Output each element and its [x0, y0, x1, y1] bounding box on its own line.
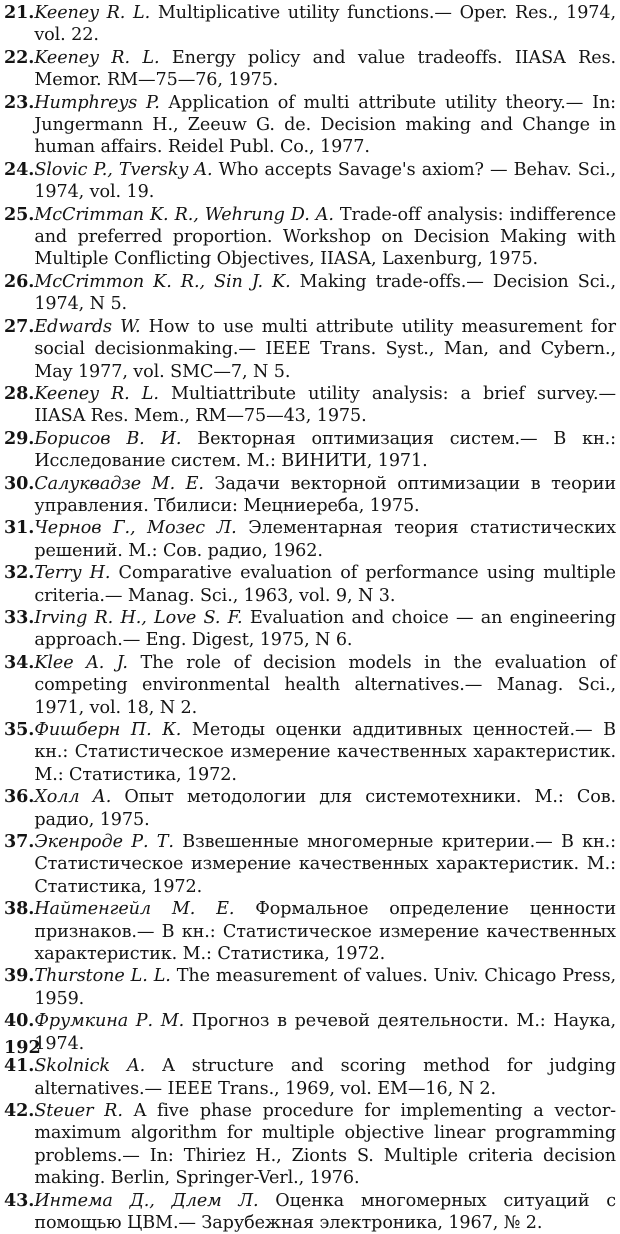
reference-number: 24.: [4, 158, 35, 180]
reference-author: Экенроде Р. Т.: [34, 832, 174, 853]
reference-author: Keeney R. L.: [34, 3, 151, 23]
reference-number: 27.: [4, 315, 35, 337]
reference-text: Application of multi attribute utility theory.— In: Jungermann H., Zeeuw G. de. Decision making and Change in human affairs. Reidel Publ. Co., 1977.: [34, 92, 616, 158]
reference-body: [34, 965, 616, 1010]
reference-author: Интема Д., Длем Л.: [34, 1190, 259, 1211]
reference-author: Чернов Г., Мозес Л.: [34, 518, 237, 539]
reference-number: 38.: [4, 898, 35, 920]
reference-number: 39.: [4, 965, 35, 987]
reference-author: McCrimman K. R., Wehrung D. A.: [34, 204, 334, 225]
reference-item: [4, 473, 616, 518]
reference-text: Оценка многомерных ситуаций с помощью ЦВМ.— Зарубежная электроника, 1967, № 2.: [34, 1190, 616, 1233]
reference-author: Борисов В. И.: [34, 428, 182, 449]
reference-item: [4, 47, 616, 92]
reference-item: [4, 204, 616, 271]
reference-text: Multiplicative utility functions.— Oper. Res., 1974, vol. 22.: [34, 3, 616, 46]
reference-number: 28.: [4, 382, 35, 404]
reference-body: [34, 473, 616, 518]
reference-author: Keeney R. L.: [34, 383, 159, 404]
reference-author: Steuer R.: [34, 1100, 123, 1121]
reference-list: [4, 2, 616, 1234]
reference-number: 43.: [4, 1189, 35, 1211]
reference-text: A five phase procedure for implementing a vector-maximum algorithm for multiple objective linear programming problems.— In: Thiriez H., Zionts S. Multiple criteria decision making. Berlin, Springer-Verl., 1976.: [34, 1100, 616, 1189]
reference-author: Irving R. H., Love S. F.: [34, 607, 243, 628]
reference-item: [4, 316, 616, 383]
reference-item: [4, 786, 616, 831]
reference-text: Energy policy and value tradeoffs. IIASA Res. Memor. RM—75—76, 1975.: [34, 47, 616, 91]
reference-body: [34, 271, 616, 316]
reference-text: Evaluation and choice — an engineering approach.— Eng. Digest, 1975, N 6.: [34, 607, 616, 651]
reference-text: How to use multi attribute utility measurement for social decisionmaking.— IEEE Trans. Syst., Man, and Cybern., May 1977, vol. SMC—7, N 5.: [34, 316, 616, 382]
reference-item: [4, 607, 616, 652]
reference-item: [4, 898, 616, 965]
reference-body: [34, 92, 616, 159]
reference-author: Найтенгейл М. Е.: [34, 899, 235, 920]
reference-item: [4, 271, 616, 316]
reference-body: [34, 1010, 616, 1055]
reference-body: [34, 517, 616, 562]
reference-text: Методы оценки аддитивных ценностей.— В кн.: Статистическое измерение качественных характеристик. М.: Статистика, 1972.: [34, 720, 616, 785]
reference-author: Terry H.: [34, 563, 111, 584]
reference-item: [4, 1100, 616, 1190]
reference-body: [34, 562, 616, 607]
reference-number: 40.: [4, 1010, 35, 1032]
reference-number: 41.: [4, 1055, 35, 1077]
reference-number: 23.: [4, 91, 35, 113]
reference-item: [4, 719, 616, 786]
reference-number: 34.: [4, 651, 35, 673]
reference-text: Элементарная теория статистических решений. М.: Сов. радио, 1962.: [34, 518, 617, 561]
reference-author: Klee A. J.: [34, 652, 128, 673]
reference-text: A structure and scoring method for judging alternatives.— IEEE Trans., 1969, vol. EM—16, N 2.: [34, 1056, 616, 1099]
reference-text: Взвешенные многомерные критерии.— В кн.: Статистическое измерение качественных характеристик. М.: Статистика, 1972.: [34, 832, 617, 897]
reference-number: 32.: [4, 562, 35, 584]
reference-author: Slovic P., Tversky A.: [34, 159, 213, 180]
reference-text: Who accepts Savage's axiom? — Behav. Sci., 1974, vol. 19.: [34, 159, 616, 203]
reference-author: Салуквадзе М. Е.: [34, 473, 204, 494]
page-number: 192: [4, 1037, 41, 1058]
reference-body: [34, 383, 616, 428]
reference-item: [4, 965, 616, 1010]
reference-item: [4, 159, 616, 204]
reference-number: 33.: [4, 606, 35, 628]
reference-body: [34, 204, 616, 271]
reference-number: 22.: [4, 46, 35, 68]
reference-body: [34, 607, 616, 652]
reference-body: [34, 786, 616, 831]
reference-body: [34, 1100, 616, 1190]
reference-author: Холл А.: [34, 787, 112, 808]
reference-body: [34, 898, 616, 965]
reference-number: 30.: [4, 472, 35, 494]
reference-author: Humphreys P.: [34, 92, 160, 113]
reference-author: Фишберн П. К.: [34, 720, 182, 740]
reference-body: [34, 652, 616, 719]
reference-item: [4, 383, 616, 428]
reference-item: [4, 517, 616, 562]
reference-body: [34, 2, 616, 47]
reference-text: Векторная оптимизация систем.— В кн.: Исследование систем. М.: ВИНИТИ, 1971.: [34, 428, 616, 472]
reference-author: McCrimmon K. R., Sin J. K.: [34, 271, 291, 292]
reference-author: Фрумкина Р. М.: [34, 1011, 185, 1032]
reference-text: The role of decision models in the evaluation of competing environmental health alternatives.— Manag. Sci., 1971, vol. 18, N 2.: [34, 652, 617, 718]
reference-author: Skolnick A.: [34, 1056, 146, 1077]
reference-body: [34, 719, 616, 786]
reference-item: [4, 2, 616, 47]
reference-item: [4, 428, 616, 473]
reference-author: Thurstone L. L.: [34, 966, 171, 987]
reference-body: [34, 316, 616, 383]
reference-number: 37.: [4, 831, 35, 853]
reference-number: 26.: [4, 270, 35, 292]
reference-item: [4, 831, 616, 898]
reference-item: [4, 562, 616, 607]
reference-number: 21.: [4, 2, 35, 23]
reference-text: The measurement of values. Univ. Chicago Press, 1959.: [34, 966, 616, 1009]
reference-text: Формальное определение ценности признаков.— В кн.: Статистическое измерение качественных характеристик. М.: Статистика, 1972.: [34, 899, 616, 965]
reference-text: Multiattribute utility analysis: a brief survey.— IIASA Res. Mem., RM—75—43, 1975.: [34, 383, 617, 427]
reference-text: Trade-off analysis: indifference and preferred proportion. Workshop on Decision Making with Multiple Conflicting Objectives, IIASA, Laxenburg, 1975.: [34, 204, 616, 270]
reference-text: Задачи векторной оптимизации в теории управления. Тбилиси: Мецниереба, 1975.: [34, 473, 616, 516]
reference-number: 42.: [4, 1099, 35, 1121]
reference-author: Edwards W.: [34, 316, 141, 337]
reference-number: 25.: [4, 203, 35, 225]
reference-body: [34, 159, 616, 204]
reference-item: [4, 1190, 616, 1234]
reference-body: [34, 428, 616, 473]
reference-text: Making trade-offs.— Decision Sci., 1974, N 5.: [34, 271, 616, 315]
reference-item: [4, 1010, 616, 1055]
reference-text: Comparative evaluation of performance using multiple criteria.— Manag. Sci., 1963, vol. 9, N 3.: [34, 563, 616, 606]
reference-number: 29.: [4, 427, 35, 449]
reference-number: 31.: [4, 517, 35, 539]
reference-item: [4, 92, 616, 159]
reference-body: [34, 831, 616, 898]
reference-text: Опыт методологии для системотехники. М.: Сов. радио, 1975.: [34, 787, 616, 830]
reference-body: [34, 47, 616, 92]
reference-body: [34, 1190, 616, 1234]
reference-author: Keeney R. L.: [34, 47, 160, 68]
reference-number: 35.: [4, 719, 35, 740]
reference-number: 36.: [4, 786, 35, 808]
reference-item: [4, 652, 616, 719]
reference-text: Прогноз в речевой деятельности. М.: Наука, 1974.: [34, 1011, 616, 1054]
